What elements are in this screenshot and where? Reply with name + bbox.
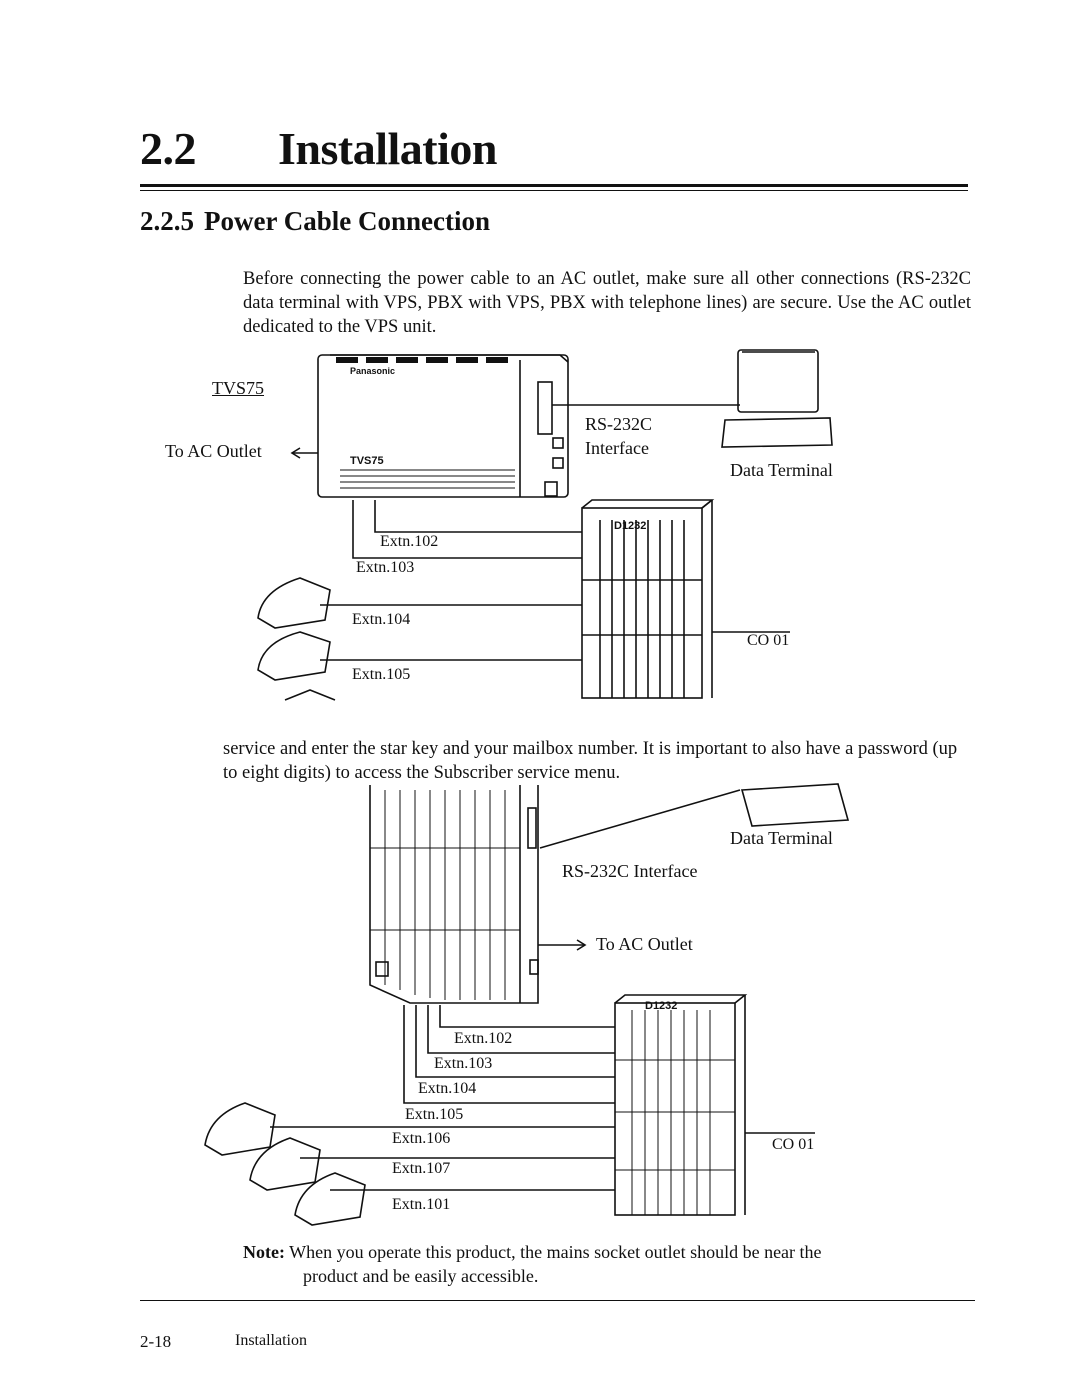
note-label: Note: — [243, 1242, 285, 1262]
section-title: Installation — [278, 123, 497, 174]
note-text-line1: When you operate this product, the mains socket outlet should be near the — [289, 1242, 822, 1262]
footer-section-name: Installation — [235, 1332, 307, 1349]
extn2-label-103: Extn.103 — [434, 1055, 493, 1072]
terminal-2 — [742, 784, 848, 826]
telephone-5 — [295, 1173, 365, 1225]
extn-label-105: Extn.105 — [352, 666, 411, 683]
extn2-line-102 — [440, 1005, 615, 1027]
extn-label-102: Extn.102 — [380, 533, 439, 550]
rs232-cable-2 — [540, 790, 740, 848]
extn2-label-104: Extn.104 — [418, 1080, 477, 1097]
data-terminal-label-1: Data Terminal — [730, 460, 833, 480]
subsection-number: 2.2.5 — [140, 206, 194, 236]
rs232-label-1: RS-232C — [585, 414, 653, 434]
rs232-label-3: RS-232C Interface — [562, 861, 698, 881]
tvs75-front-label: TVS75 — [350, 455, 384, 467]
pbx-label-1: D1232 — [614, 520, 647, 532]
co-label-1: CO 01 — [747, 632, 790, 649]
rs232-label-2: Interface — [585, 438, 649, 458]
section-number: 2.2 — [140, 123, 196, 174]
telephone-3 — [205, 1103, 275, 1155]
tvs75-label: TVS75 — [212, 378, 265, 398]
subsection-title: Power Cable Connection — [204, 206, 490, 236]
intro-paragraph: Before connecting the power cable to an AC outlet, make sure all other connections (RS-232C data terminal with VPS, PBX with VPS, PBX with telephone lines) are secure. Use the AC outlet dedicated to the VPS unit. — [243, 269, 971, 337]
overlap-paragraph: service and enter the star key and your mailbox number. It is important to also have a password (up to eight digits) to access the Subscriber service menu. — [223, 739, 958, 783]
note-block — [243, 1240, 978, 1288]
extn-label-104: Extn.104 — [352, 611, 411, 628]
vps-unit-body — [370, 785, 538, 1003]
data-terminal-label-2: Data Terminal — [730, 828, 833, 848]
extn2-label-105: Extn.105 — [405, 1106, 464, 1123]
extn2-label-107: Extn.107 — [392, 1160, 451, 1177]
extn2-label-101: Extn.101 — [392, 1196, 451, 1213]
pbx-label-2: D1232 — [645, 1000, 678, 1012]
pbx-2-body — [615, 1003, 735, 1215]
ac-outlet-label-2: To AC Outlet — [596, 934, 693, 954]
ac-outlet-label-1: To AC Outlet — [165, 441, 262, 461]
note-text-line2: product and be easily accessible. — [303, 1266, 539, 1286]
telephone-4 — [250, 1138, 320, 1190]
tvs75-brand: Panasonic — [350, 366, 396, 376]
footer-rule — [140, 1300, 975, 1301]
extn-label-103: Extn.103 — [356, 559, 415, 576]
extn2-label-102: Extn.102 — [454, 1030, 513, 1047]
co-label-2: CO 01 — [772, 1136, 815, 1153]
extn2-label-106: Extn.106 — [392, 1130, 451, 1147]
footer-page-number: 2-18 — [140, 1332, 172, 1351]
